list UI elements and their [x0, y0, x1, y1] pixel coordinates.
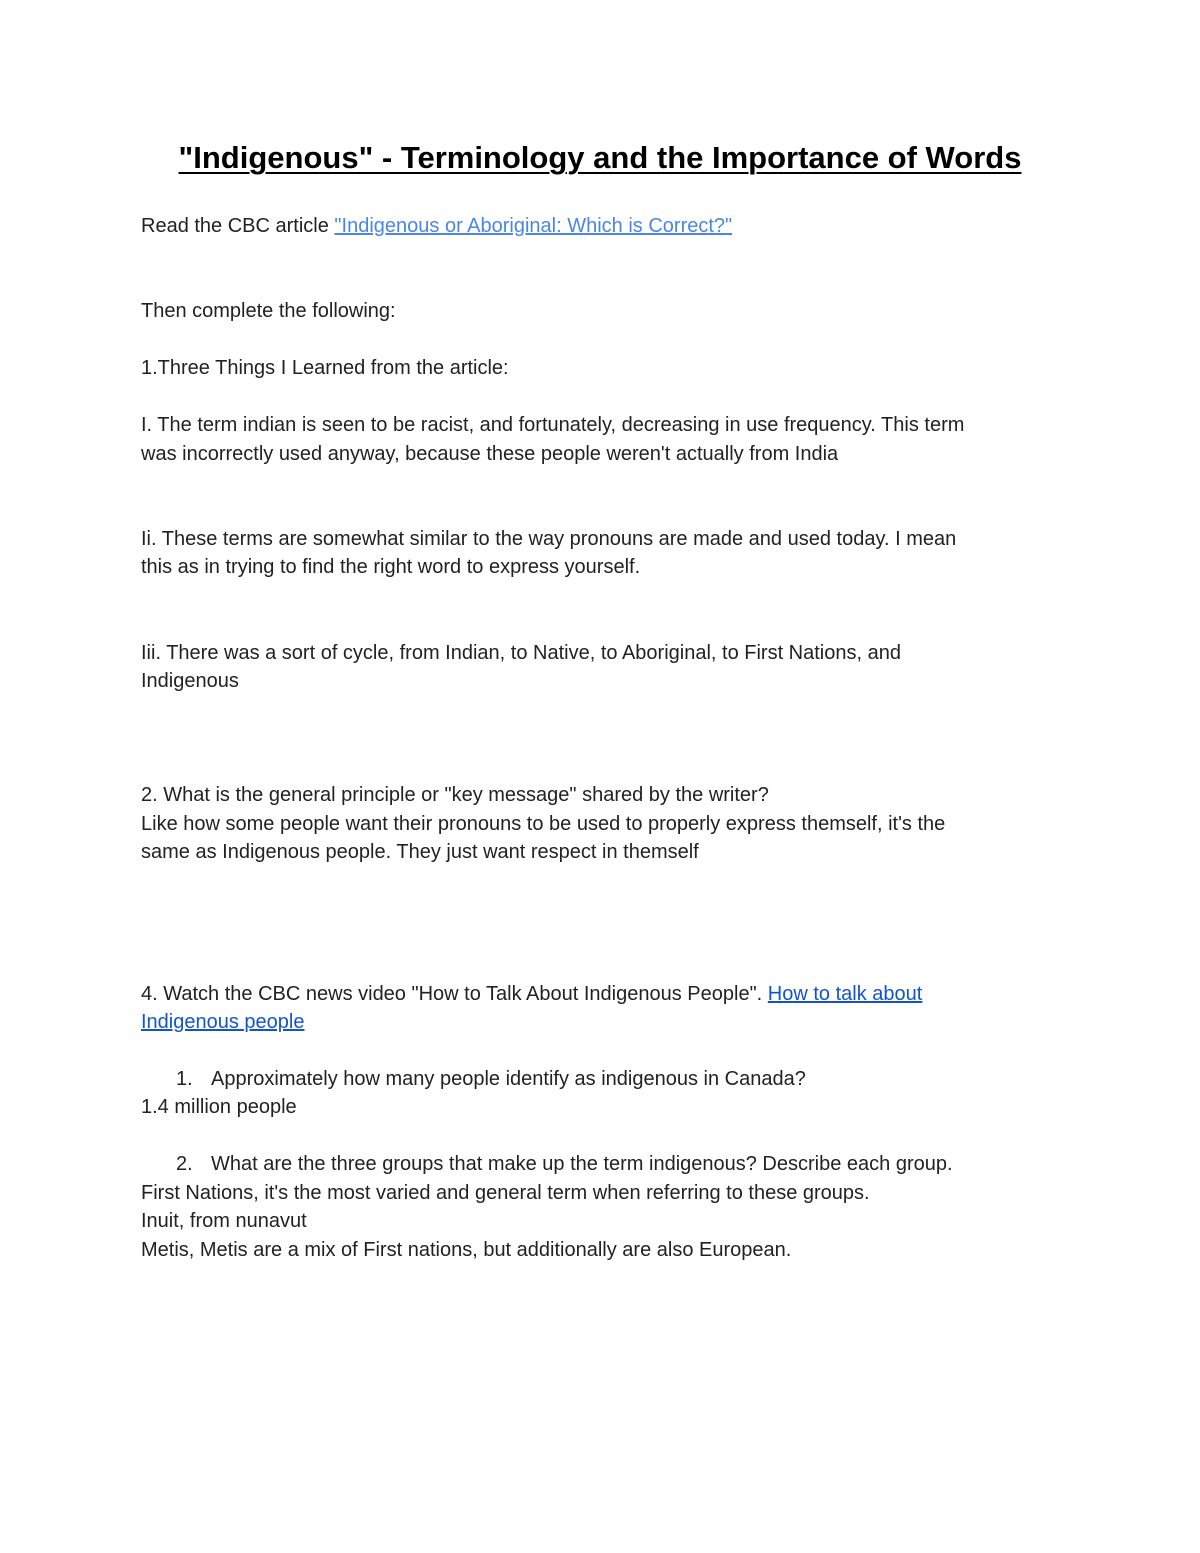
- document-title: "Indigenous" - Terminology and the Importance of Words: [178, 140, 1022, 175]
- list-item-text: What are the three groups that make up the term indigenous? Describe each group.: [211, 1153, 953, 1175]
- q1-heading: 1.Three Things I Learned from the article:: [141, 357, 509, 379]
- q4-question-line-2: [141, 1008, 304, 1037]
- q4-question-text: 4. Watch the CBC news video "How to Talk About Indigenous People".: [141, 983, 768, 1005]
- q4-sub-2-answer-line-3: Metis, Metis are a mix of First nations, but additionally are also European.: [141, 1239, 792, 1261]
- q2-question: 2. What is the general principle or "key message" shared by the writer?: [141, 784, 769, 806]
- q2-answer-line-2: same as Indigenous people. They just want respect in themself: [141, 841, 699, 863]
- cbc-article-link[interactable]: "Indigenous or Aboriginal: Which is Correct?": [334, 215, 733, 237]
- q4-sub-1-answer: 1.4 million people: [141, 1096, 297, 1118]
- list-number: 1.: [176, 1068, 193, 1090]
- video-link-part-2[interactable]: Indigenous people: [141, 1011, 305, 1033]
- q1-answer-1-line-2: was incorrectly used anyway, because these people weren't actually from India: [141, 443, 839, 465]
- video-link-part-1[interactable]: How to talk about: [767, 983, 923, 1005]
- instruction-text: Then complete the following:: [141, 300, 396, 322]
- q1-answer-2-line-1: Ii. These terms are somewhat similar to the way pronouns are made and used today. I mean: [141, 528, 957, 550]
- q2-answer-line-1: Like how some people want their pronouns to be used to properly express themself, it's the: [141, 813, 946, 835]
- list-item-text: Approximately how many people identify as indigenous in Canada?: [211, 1068, 806, 1090]
- intro-text: Read the CBC article: [141, 215, 335, 237]
- q1-answer-3-line-2: Indigenous: [141, 670, 239, 692]
- list-number: 2.: [176, 1153, 193, 1175]
- q1-answer-1-line-1: I. The term indian is seen to be racist, and fortunately, decreasing in use frequency. This term: [141, 414, 965, 436]
- q4-sub-2-question: [176, 1150, 953, 1179]
- q4-question-line-1: [141, 980, 922, 1009]
- q1-answer-2-line-2: this as in trying to find the right word to express yourself.: [141, 556, 641, 578]
- q4-sub-2-answer-line-1: First Nations, it's the most varied and general term when referring to these groups.: [141, 1182, 870, 1204]
- q4-sub-2-answer-line-2: Inuit, from nunavut: [141, 1210, 307, 1232]
- q1-answer-3-line-1: Iii. There was a sort of cycle, from Indian, to Native, to Aboriginal, to First Nations, and: [141, 642, 901, 664]
- q4-sub-1-question: [176, 1065, 806, 1094]
- intro-line: [141, 212, 732, 241]
